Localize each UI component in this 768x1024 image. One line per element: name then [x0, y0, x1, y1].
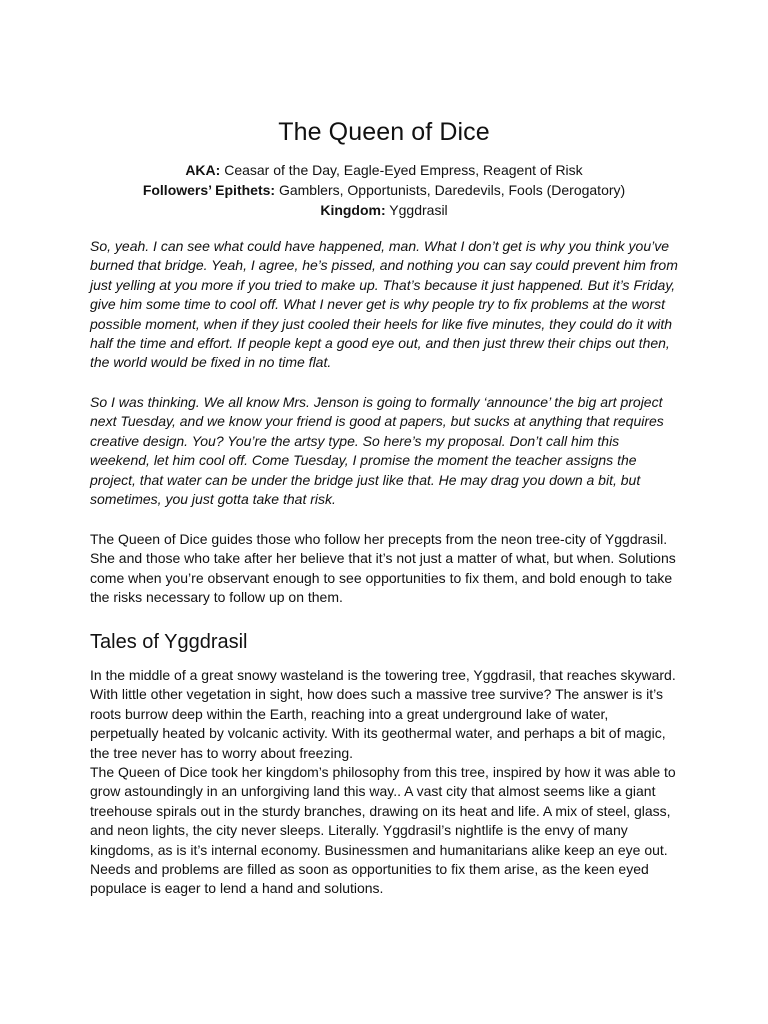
meta-epithets-value: Gamblers, Opportunists, Daredevils, Fools (Derogatory) — [275, 182, 626, 198]
description-paragraph: The Queen of Dice guides those who follow her precepts from the neon tree-city of Yggdrasil. She and those who take after her believe that it’s not just a matter of what, but when. Solutions come when you’re observant enough to see opportunities to fix them, and bold enough to take the risks necessary to follow up on them. — [90, 531, 676, 606]
meta-aka — [90, 160, 678, 180]
meta-aka-label: AKA: — [185, 162, 221, 178]
intro-quote-paragraph-2: So I was thinking. We all know Mrs. Jenson is going to formally ‘announce’ the big art project next Tuesday, and we know your friend is good at papers, but sucks at anything that requires creative design. You? You’re the artsy type. So here’s my proposal. Don’t call him this weekend, let him cool off. Come Tuesday, I promise the moment the teacher assigns the project, that water can be under the bridge just like that. He may drag you down a bit, but sometimes, you just gotta take that risk. — [90, 394, 664, 508]
tale-paragraph-1: In the middle of a great snowy wasteland is the towering tree, Yggdrasil, that reaches skyward. With little other vegetation in sight, how does such a massive tree survive? The answer is it’s roots burrow deep within the Earth, reaching into a great underground lake of water, perpetually heated by volcanic activity. With its geothermal water, and perhaps a bit of magic, the tree never has to worry about freezing. — [90, 667, 676, 761]
meta-epithets-label: Followers’ Epithets: — [142, 182, 276, 198]
meta-aka-value: Ceasar of the Day, Eagle-Eyed Empress, Reagent of Risk — [220, 162, 583, 178]
meta-epithets — [90, 180, 678, 200]
tale-paragraph-2: The Queen of Dice took her kingdom’s philosophy from this tree, inspired by how it was able to grow astoundingly in an unforgiving land this way.. A vast city that almost seems like a giant treehouse spirals out in the sturdy branches, drawing on its heat and life. A mix of steel, glass, and neon lights, the city never sleeps. Literally. Yggdrasil’s nightlife is the envy of many kingdoms, as is it’s internal economy. Businessmen and humanitarians alike keep an eye out. Needs and problems are filled as soon as opportunities to fix them arise, as the keen eyed populace is eager to lend a hand and solutions. — [90, 764, 676, 897]
meta-kingdom-label: Kingdom: — [320, 202, 386, 218]
intro-quote-paragraph-1: So, yeah. I can see what could have happened, man. What I don’t get is why you think you’ve burned that bridge. Yeah, I agree, he’s pissed, and nothing you can say could prevent him from just yelling at you more if you tried to make up. That’s because it just happened. But it’s Friday, give him some time to cool off. What I never get is why people try to fix problems at the worst possible moment, when if they just cooled their heels for like five minutes, they could do it with half the time and effort. If people kept a good eye out, and then just threw their chips out then, the world would be fixed in no time flat. — [90, 238, 678, 371]
meta-block — [90, 160, 678, 220]
document-title: The Queen of Dice — [278, 118, 490, 146]
section-heading-tales: Tales of Yggdrasil — [90, 631, 248, 653]
meta-kingdom-value: Yggdrasil — [385, 202, 448, 218]
meta-kingdom — [90, 200, 678, 220]
